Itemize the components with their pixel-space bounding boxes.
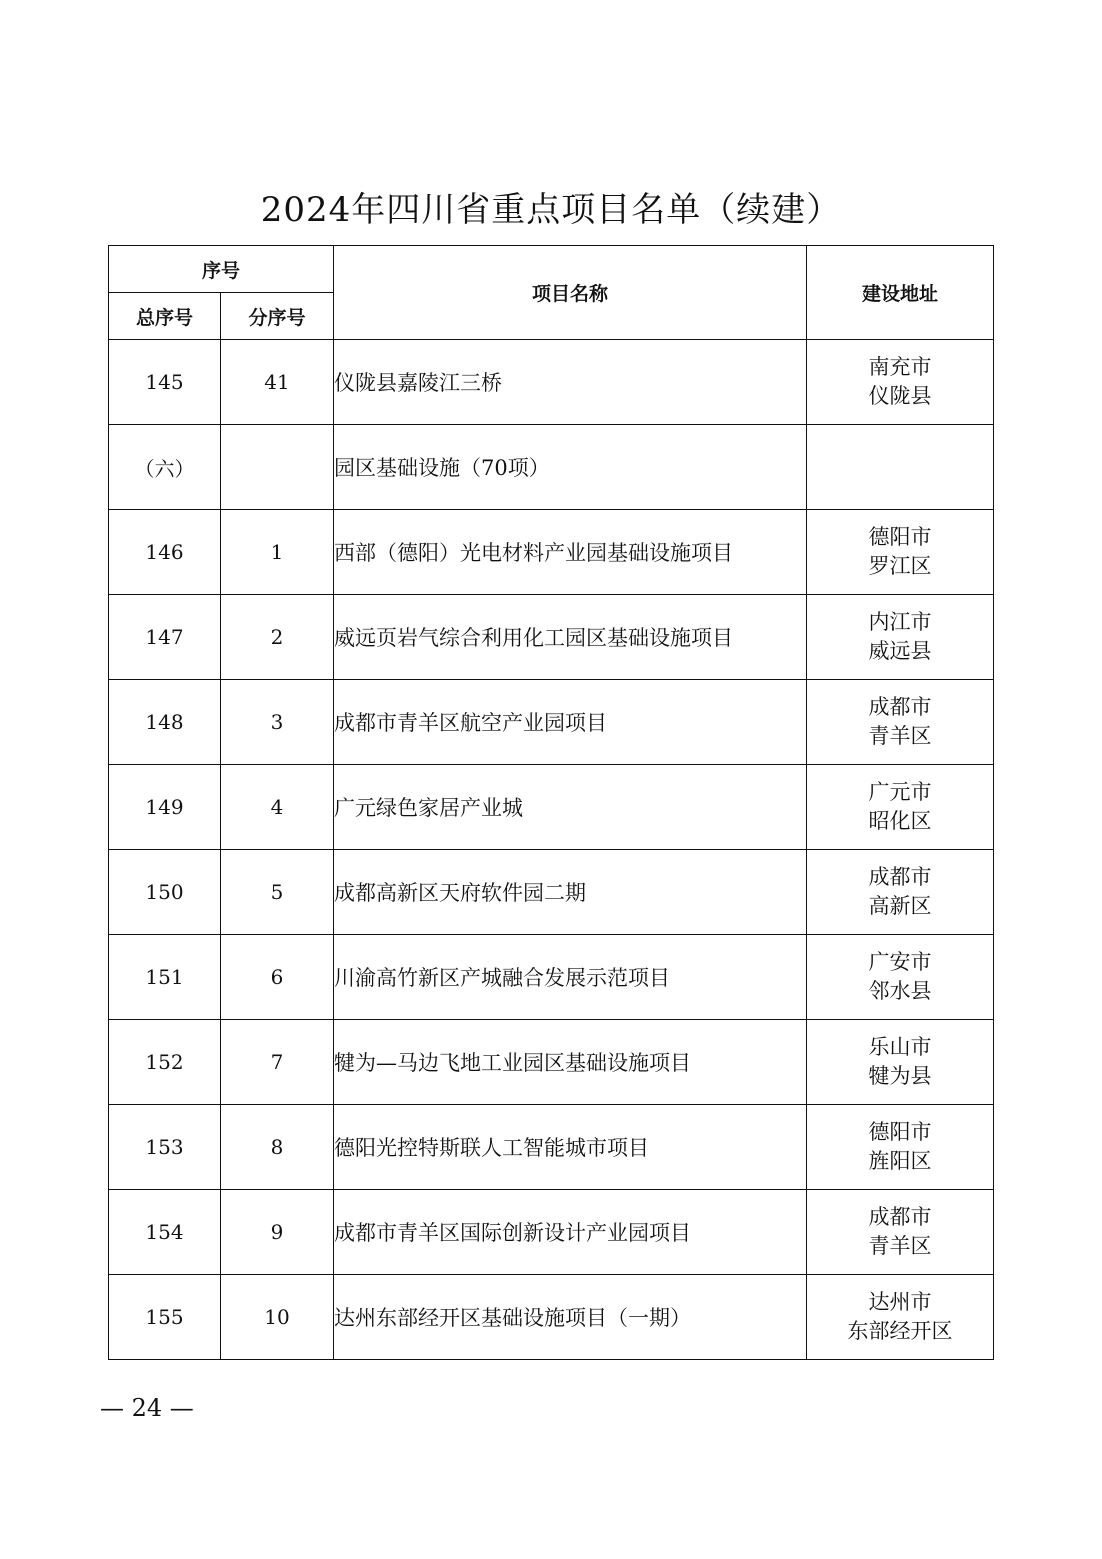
total-seq-cell: 149 [109, 765, 221, 850]
location-district: 犍为县 [868, 1064, 932, 1088]
location-city: 南充市 [868, 355, 932, 379]
location-city: 广元市 [868, 780, 932, 804]
project-name-cell: 广元绿色家居产业城 [334, 765, 807, 850]
table-row [109, 1190, 994, 1275]
project-name-cell: 园区基础设施（70项） [334, 425, 807, 510]
table-header-row [109, 246, 994, 293]
location-cell [807, 765, 994, 850]
table-row [109, 510, 994, 595]
location-cell [807, 1105, 994, 1190]
location-cell [807, 425, 994, 510]
project-name-cell: 西部（德阳）光电材料产业园基础设施项目 [334, 510, 807, 595]
location-city: 内江市 [868, 610, 932, 634]
location-district: 旌阳区 [868, 1149, 932, 1173]
total-seq-cell: 145 [109, 340, 221, 425]
project-name-cell: 成都市青羊区航空产业园项目 [334, 680, 807, 765]
location-city: 成都市 [868, 1205, 932, 1229]
sub-seq-cell: 2 [221, 595, 334, 680]
location-cell [807, 680, 994, 765]
total-seq-cell: 153 [109, 1105, 221, 1190]
location-city: 成都市 [868, 865, 932, 889]
location-district: 青羊区 [868, 724, 932, 748]
location-city: 成都市 [868, 695, 932, 719]
total-seq-cell: 154 [109, 1190, 221, 1275]
location-district: 青羊区 [868, 1234, 932, 1258]
table-row [109, 595, 994, 680]
sub-seq-cell: 6 [221, 935, 334, 1020]
header-seq-group: 序号 [109, 246, 334, 293]
sub-seq-cell [221, 425, 334, 510]
location-district: 威远县 [868, 639, 932, 663]
header-sub-seq: 分序号 [221, 293, 334, 340]
page-number: — 24 — [100, 1394, 194, 1422]
sub-seq-cell: 1 [221, 510, 334, 595]
table-row [109, 935, 994, 1020]
location-district: 昭化区 [868, 809, 932, 833]
total-seq-cell: 147 [109, 595, 221, 680]
location-cell [807, 340, 994, 425]
location-city: 乐山市 [868, 1035, 932, 1059]
table-row [109, 425, 994, 510]
project-name-cell: 威远页岩气综合利用化工园区基础设施项目 [334, 595, 807, 680]
sub-seq-cell: 7 [221, 1020, 334, 1105]
location-city: 达州市 [868, 1290, 932, 1314]
sub-seq-cell: 41 [221, 340, 334, 425]
location-cell [807, 935, 994, 1020]
table-row [109, 850, 994, 935]
project-name-cell: 仪陇县嘉陵江三桥 [334, 340, 807, 425]
location-cell [807, 1020, 994, 1105]
location-district: 仪陇县 [868, 384, 932, 408]
project-name-cell: 川渝高竹新区产城融合发展示范项目 [334, 935, 807, 1020]
table-row [109, 340, 994, 425]
sub-seq-cell: 9 [221, 1190, 334, 1275]
sub-seq-cell: 10 [221, 1275, 334, 1360]
project-table [108, 245, 994, 1360]
sub-seq-cell: 3 [221, 680, 334, 765]
location-cell [807, 1275, 994, 1360]
header-location: 建设地址 [807, 246, 994, 340]
total-seq-cell: 155 [109, 1275, 221, 1360]
total-seq-cell: 148 [109, 680, 221, 765]
location-cell [807, 850, 994, 935]
location-cell [807, 1190, 994, 1275]
location-city: 德阳市 [868, 525, 932, 549]
location-district: 东部经开区 [847, 1319, 953, 1343]
project-name-cell: 犍为—马边飞地工业园区基础设施项目 [334, 1020, 807, 1105]
header-total-seq: 总序号 [109, 293, 221, 340]
sub-seq-cell: 8 [221, 1105, 334, 1190]
sub-seq-cell: 4 [221, 765, 334, 850]
total-seq-cell: 146 [109, 510, 221, 595]
table-row [109, 1020, 994, 1105]
table-row [109, 1275, 994, 1360]
location-district: 高新区 [868, 894, 932, 918]
project-name-cell: 德阳光控特斯联人工智能城市项目 [334, 1105, 807, 1190]
location-cell [807, 595, 994, 680]
total-seq-cell: 150 [109, 850, 221, 935]
table-row [109, 1105, 994, 1190]
location-city: 广安市 [868, 950, 932, 974]
total-seq-cell: （六） [109, 425, 221, 510]
table-row [109, 765, 994, 850]
project-name-cell: 达州东部经开区基础设施项目（一期） [334, 1275, 807, 1360]
total-seq-cell: 151 [109, 935, 221, 1020]
location-city: 德阳市 [868, 1120, 932, 1144]
total-seq-cell: 152 [109, 1020, 221, 1105]
document-title: 2024年四川省重点项目名单（续建） [260, 190, 842, 230]
table-row [109, 680, 994, 765]
location-cell [807, 510, 994, 595]
project-name-cell: 成都市青羊区国际创新设计产业园项目 [334, 1190, 807, 1275]
location-district: 邻水县 [868, 979, 932, 1003]
project-name-cell: 成都高新区天府软件园二期 [334, 850, 807, 935]
header-project-name: 项目名称 [334, 246, 807, 340]
sub-seq-cell: 5 [221, 850, 334, 935]
location-district: 罗江区 [868, 554, 932, 578]
